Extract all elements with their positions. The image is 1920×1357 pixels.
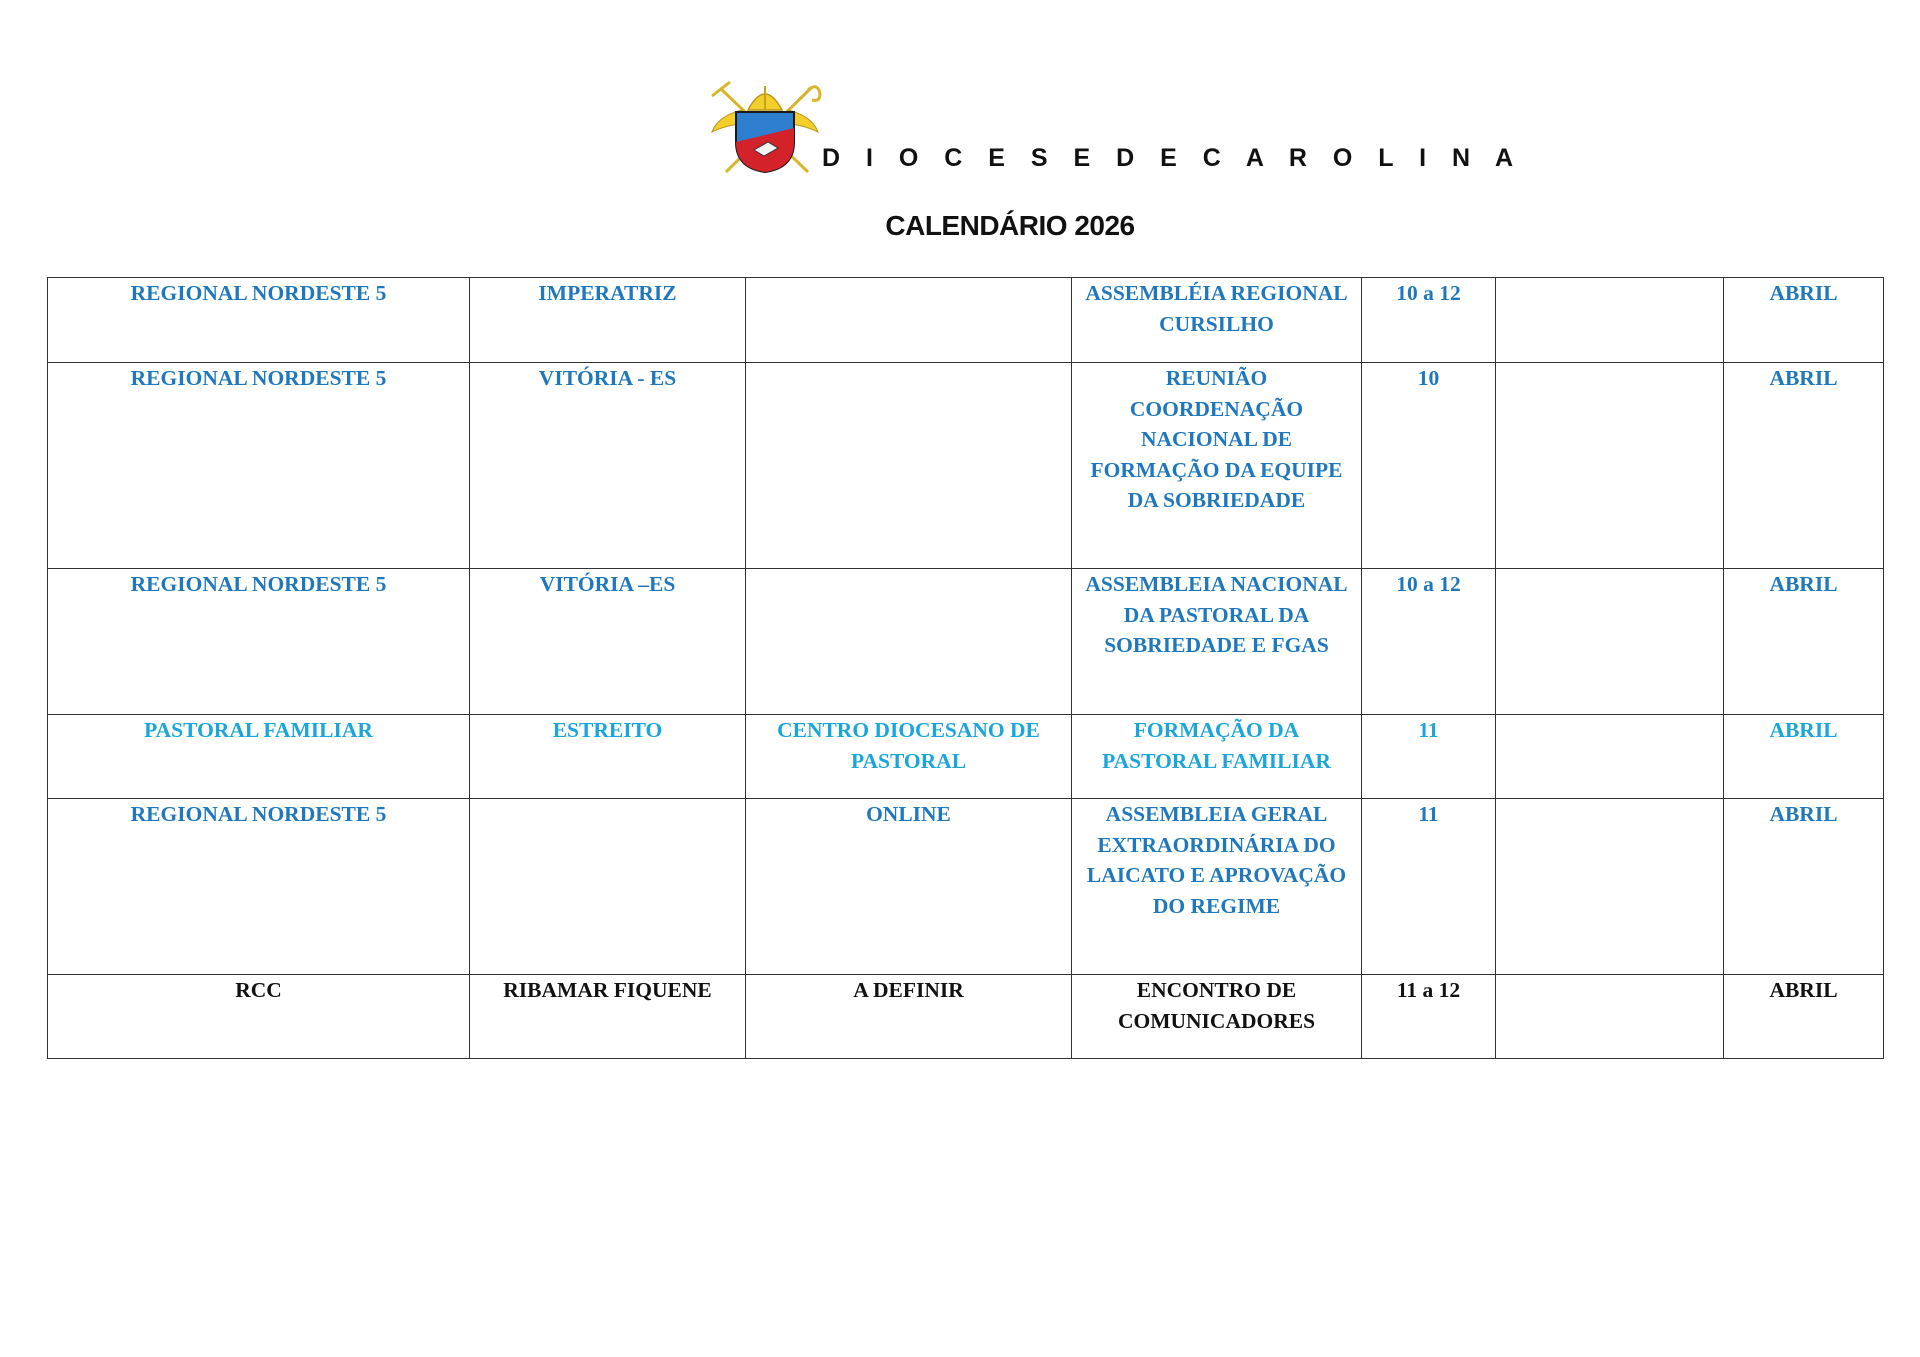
cell-venue xyxy=(746,363,1072,569)
cell-city xyxy=(470,799,746,975)
cell-days: 11 a 12 xyxy=(1362,975,1496,1059)
cell-days: 10 a 12 xyxy=(1362,569,1496,715)
cell-month: ABRIL xyxy=(1724,569,1884,715)
cell-days: 10 a 12 xyxy=(1362,278,1496,363)
organization-name: D I O C E S E D E C A R O L I N A xyxy=(822,144,1523,172)
cell-venue xyxy=(746,569,1072,715)
cell-event: ASSEMBLEIA GERAL EXTRAORDINÁRIA DO LAICATO E APROVAÇÃO DO REGIME xyxy=(1072,799,1362,975)
document-header xyxy=(0,0,1920,270)
cell-city: RIBAMAR FIQUENE xyxy=(470,975,746,1059)
cell-notes xyxy=(1496,799,1724,975)
cell-organizer: RCC xyxy=(48,975,470,1059)
cell-notes xyxy=(1496,569,1724,715)
cell-city: VITÓRIA - ES xyxy=(470,363,746,569)
cell-city: VITÓRIA –ES xyxy=(470,569,746,715)
cell-notes xyxy=(1496,975,1724,1059)
cell-venue: A DEFINIR xyxy=(746,975,1072,1059)
table-row xyxy=(48,278,1884,363)
cell-days: 10 xyxy=(1362,363,1496,569)
table-row xyxy=(48,715,1884,799)
cell-event: FORMAÇÃO DA PASTORAL FAMILIAR xyxy=(1072,715,1362,799)
cell-notes xyxy=(1496,715,1724,799)
cell-organizer: REGIONAL NORDESTE 5 xyxy=(48,569,470,715)
cell-month: ABRIL xyxy=(1724,363,1884,569)
cell-days: 11 xyxy=(1362,799,1496,975)
cell-venue xyxy=(746,278,1072,363)
table-row xyxy=(48,569,1884,715)
cell-organizer: PASTORAL FAMILIAR xyxy=(48,715,470,799)
cell-month: ABRIL xyxy=(1724,715,1884,799)
diocesan-coat-of-arms-icon xyxy=(708,80,823,178)
cell-event: REUNIÃO COORDENAÇÃO NACIONAL DE FORMAÇÃO DA EQUIPE DA SOBRIEDADE xyxy=(1072,363,1362,569)
table-row xyxy=(48,363,1884,569)
cell-city: IMPERATRIZ xyxy=(470,278,746,363)
cell-venue: CENTRO DIOCESANO DE PASTORAL xyxy=(746,715,1072,799)
cell-days: 11 xyxy=(1362,715,1496,799)
cell-venue: ONLINE xyxy=(746,799,1072,975)
page-title: CALENDÁRIO 2026 xyxy=(885,210,1135,241)
table-row xyxy=(48,975,1884,1059)
table-row xyxy=(48,799,1884,975)
cell-notes xyxy=(1496,278,1724,363)
cell-organizer: REGIONAL NORDESTE 5 xyxy=(48,799,470,975)
cell-event: ASSEMBLEIA NACIONAL DA PASTORAL DA SOBRIEDADE E FGAS xyxy=(1072,569,1362,715)
cell-month: ABRIL xyxy=(1724,975,1884,1059)
cell-month: ABRIL xyxy=(1724,799,1884,975)
cell-city: ESTREITO xyxy=(470,715,746,799)
cell-event: ENCONTRO DE COMUNICADORES xyxy=(1072,975,1362,1059)
cell-organizer: REGIONAL NORDESTE 5 xyxy=(48,278,470,363)
cell-notes xyxy=(1496,363,1724,569)
cell-organizer: REGIONAL NORDESTE 5 xyxy=(48,363,470,569)
cell-month: ABRIL xyxy=(1724,278,1884,363)
calendar-table xyxy=(47,277,1884,1059)
cell-event: ASSEMBLÉIA REGIONAL CURSILHO xyxy=(1072,278,1362,363)
